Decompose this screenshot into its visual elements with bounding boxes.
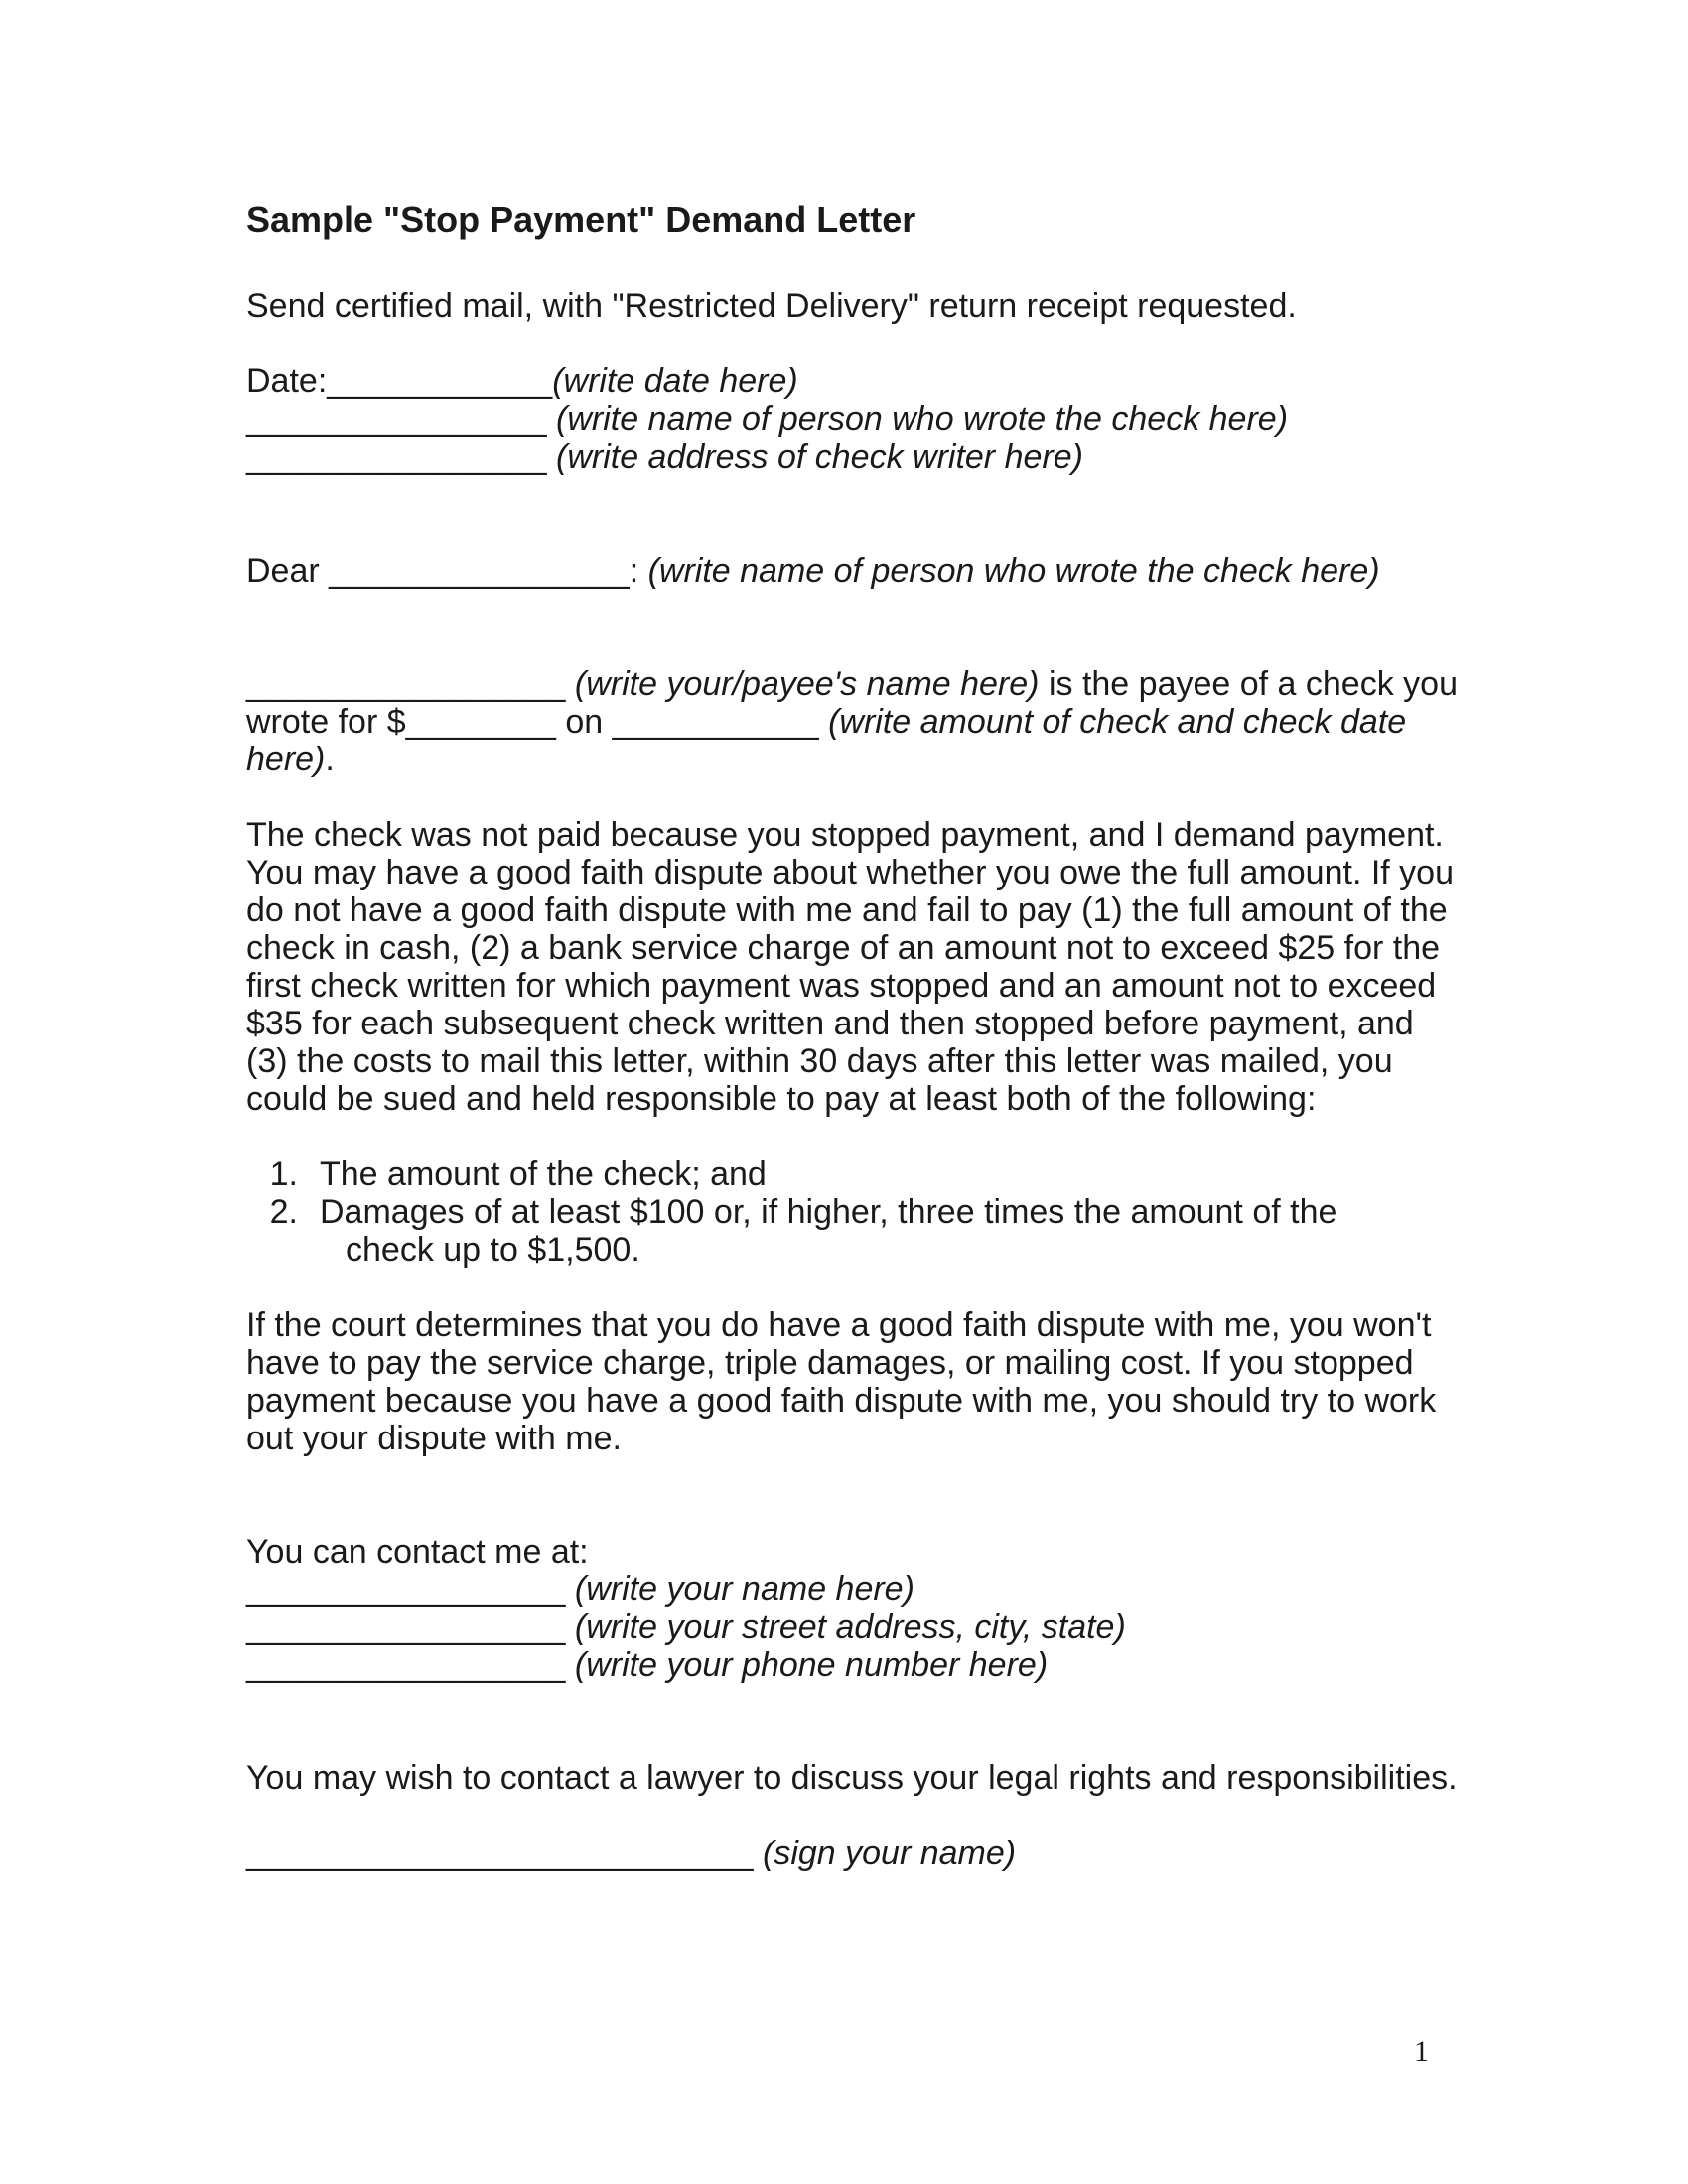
body-line: first check written for which payment was stopped and an amount not to exceed [246,967,1437,1005]
dispute-line: If the court determines that you do have a good faith dispute with me, you won't [246,1306,1432,1344]
payee-blank: _________________ [246,665,575,703]
signature-blank: ___________________________ [246,1835,763,1872]
amount-hint: (write amount of check and check date [828,703,1407,741]
contact-address-line [246,1608,1126,1646]
contact-name-hint: (write your name here) [574,1570,914,1608]
payee-line-3 [246,741,335,778]
signature-hint: (sign your name) [763,1835,1017,1872]
payee-text: is the payee of a check you [1039,665,1458,703]
lawyer-note: You may wish to contact a lawyer to discuss your legal rights and responsibilities. [246,1759,1458,1797]
check-writer-blank: ________________ [246,400,556,438]
payee-line-1 [246,665,1458,703]
list-text: The amount of the check; and [320,1156,767,1193]
dispute-line: have to pay the service charge, triple damages, or mailing cost. If you stopped [246,1344,1414,1382]
salutation-prefix: Dear ________________: [246,552,648,590]
list-item-continuation: check up to $1,500. [346,1231,640,1269]
check-writer-address-line [246,438,1083,476]
contact-name-line [246,1570,914,1608]
date-line [246,362,798,400]
contact-heading: You can contact me at: [246,1533,589,1570]
body-line: You may have a good faith dispute about whether you owe the full amount. If you [246,854,1454,891]
date-label: Date:____________ [246,362,553,400]
payee-line-2 [246,703,1406,741]
date-hint: (write date here) [552,362,798,400]
list-item [246,1156,767,1193]
salutation [246,552,1380,590]
body-line: (3) the costs to mail this letter, within 30 days after this letter was mailed, you [246,1042,1393,1080]
check-writer-hint: (write name of person who wrote the check here) [556,400,1289,438]
payee-period: . [325,741,335,778]
dispute-line: payment because you have a good faith dispute with me, you should try to work [246,1382,1437,1420]
body-line: The check was not paid because you stopped payment, and I demand payment. [246,816,1444,854]
body-line: $35 for each subsequent check written and then stopped before payment, and [246,1005,1414,1042]
page-number: 1 [1414,2035,1429,2068]
signature-line [246,1835,1016,1872]
dispute-line: out your dispute with me. [246,1420,622,1457]
contact-blank: _________________ [246,1608,575,1646]
contact-phone-line [246,1646,1048,1684]
contact-phone-hint: (write your phone number here) [574,1646,1049,1684]
address-blank: ________________ [246,438,556,476]
amount-date-blanks: wrote for $________ on ___________ [246,703,829,741]
page-title: Sample "Stop Payment" Demand Letter [246,200,916,240]
body-line: do not have a good faith dispute with me and fail to pay (1) the full amount of the [246,891,1448,929]
list-text: Damages of at least $100 or, if higher, three times the amount of the [320,1193,1337,1231]
contact-blank: _________________ [246,1570,575,1608]
contact-address-hint: (write your street address, city, state) [574,1608,1126,1646]
address-hint: (write address of check writer here) [556,438,1083,476]
salutation-hint: (write name of person who wrote the check here) [647,552,1380,590]
list-number: 2. [269,1193,298,1231]
body-line: check in cash, (2) a bank service charge of an amount not to exceed $25 for the [246,929,1441,967]
mailing-instruction: Send certified mail, with "Restricted Delivery" return receipt requested. [246,287,1297,325]
check-writer-line [246,400,1288,438]
amount-hint-end: here) [246,741,326,778]
list-number: 1. [269,1156,298,1193]
contact-blank: _________________ [246,1646,575,1684]
payee-hint: (write your/payee's name here) [574,665,1040,703]
body-line: could be sued and held responsible to pay at least both of the following: [246,1080,1317,1118]
list-item [246,1193,1336,1231]
